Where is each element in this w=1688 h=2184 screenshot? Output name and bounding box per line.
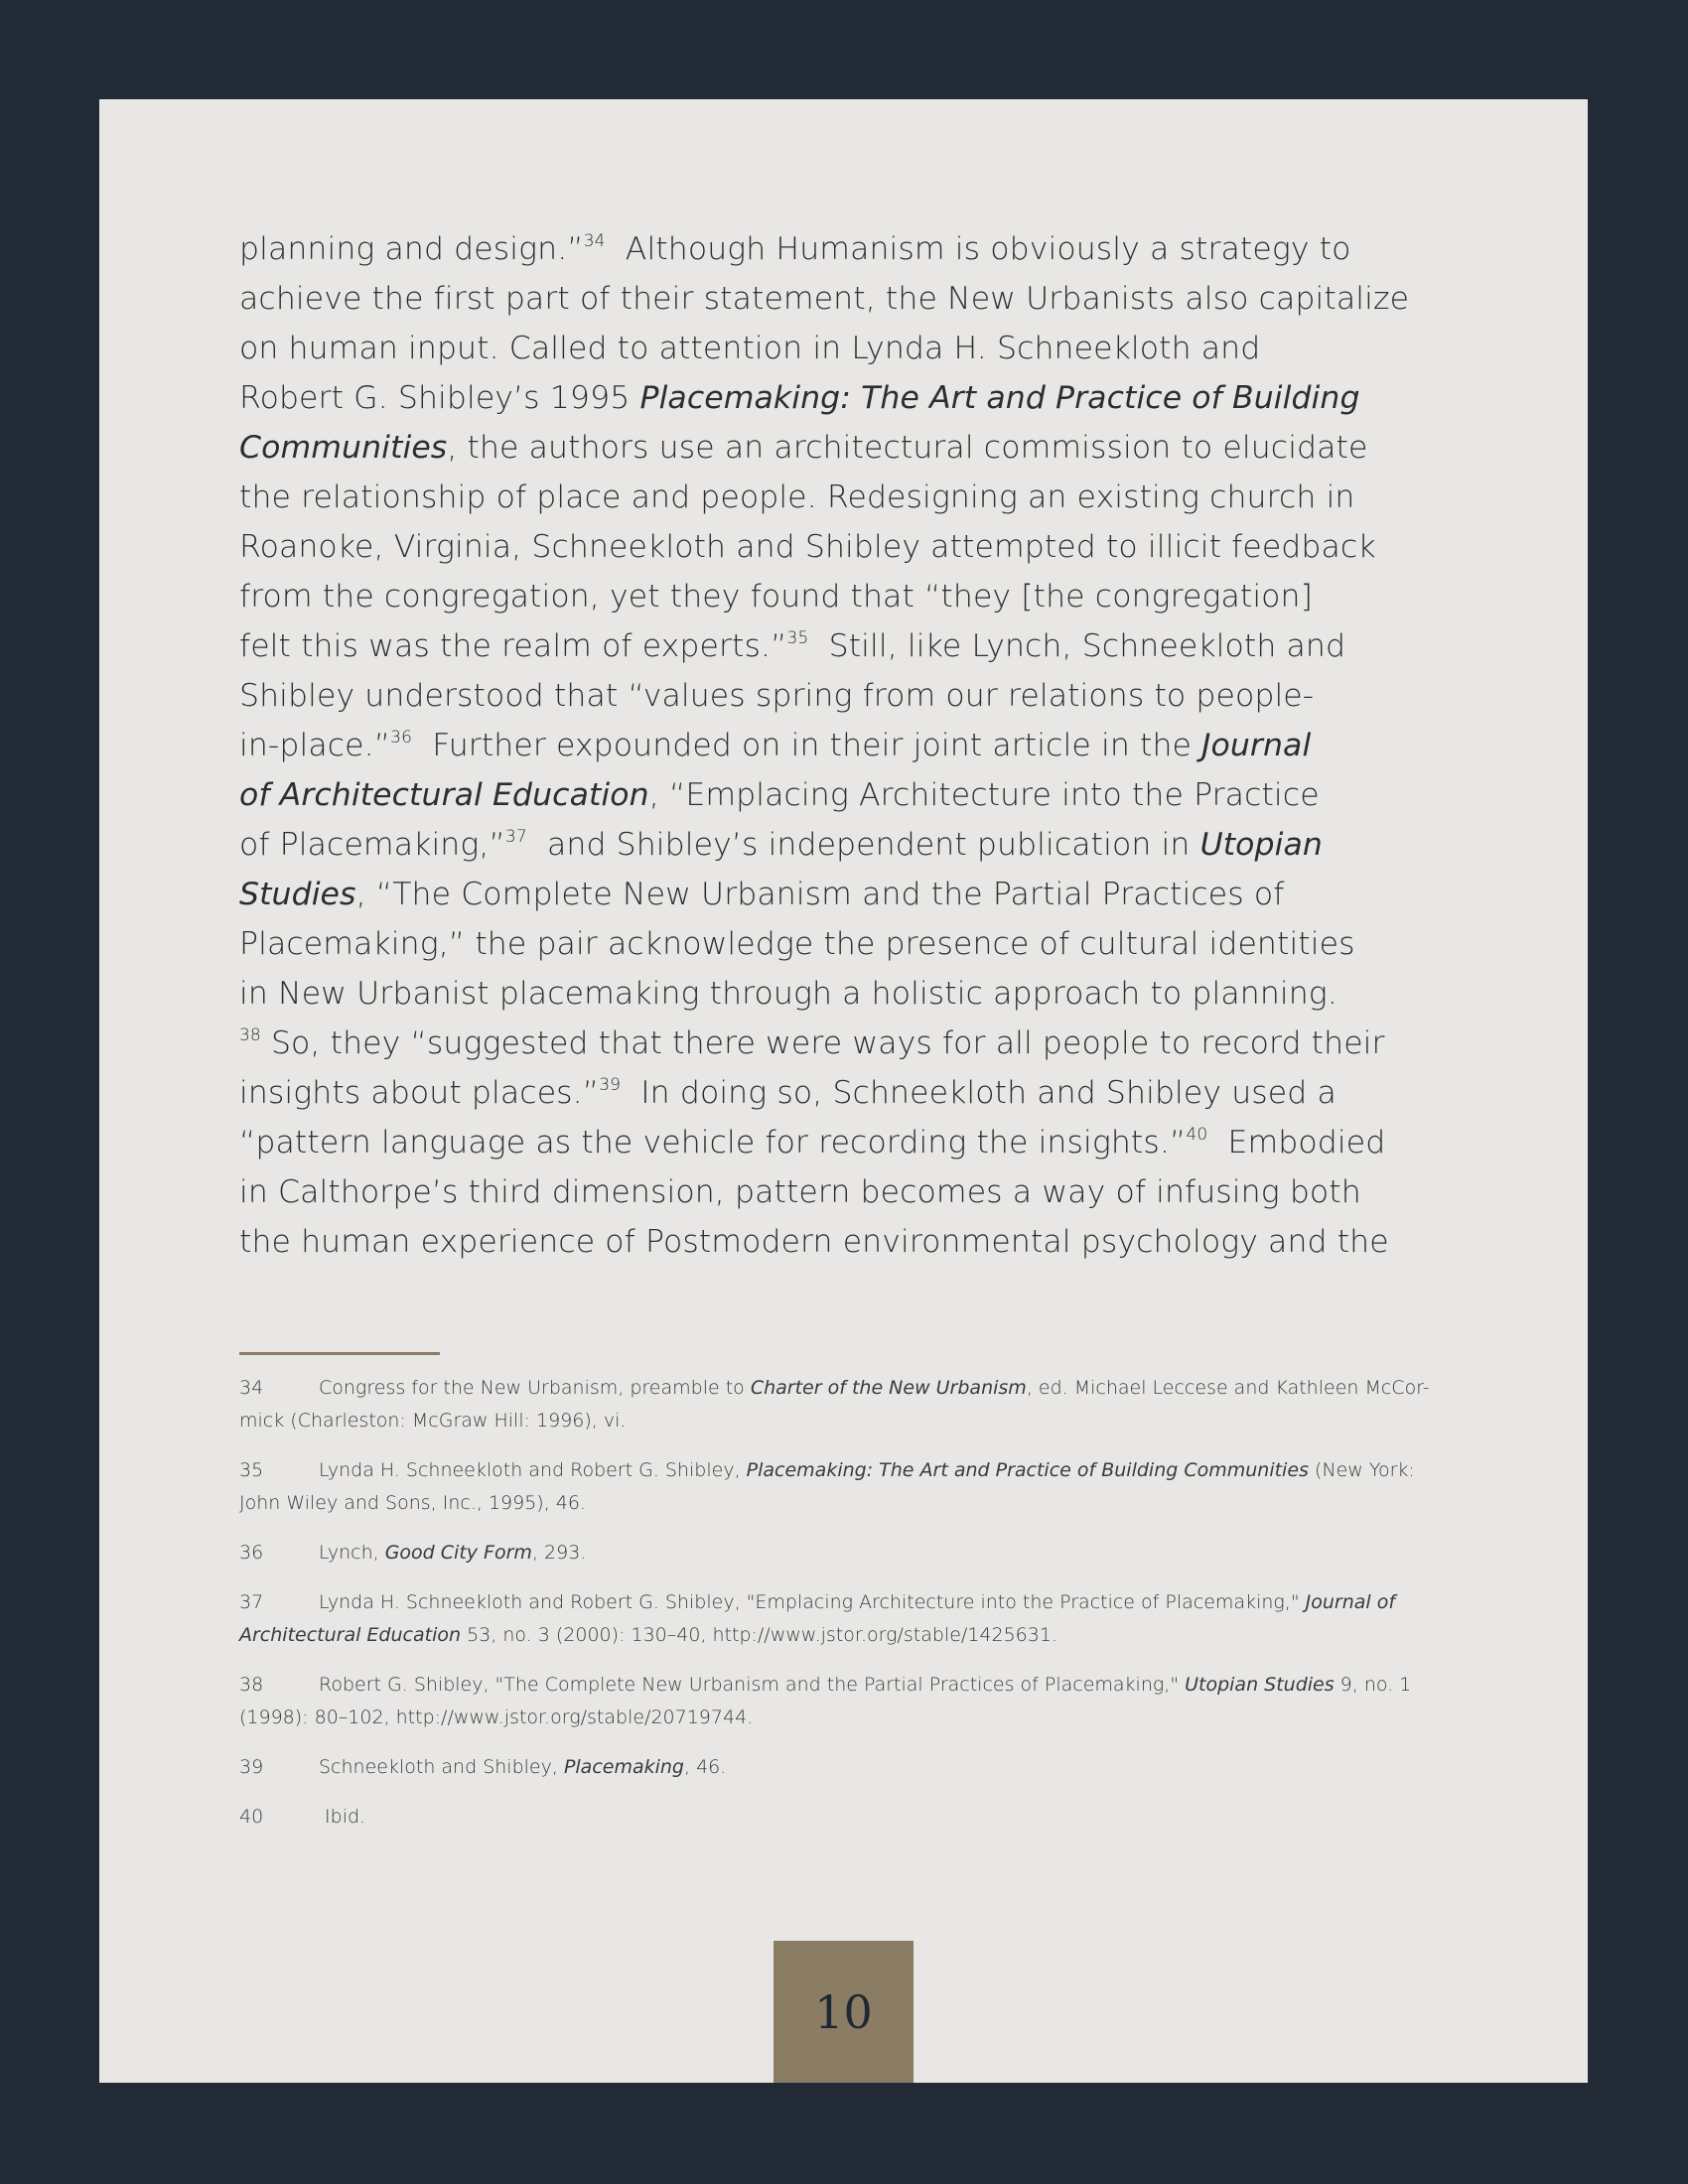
- footnote-number: 40: [239, 1806, 264, 1828]
- italic-title: Good City Form: [384, 1542, 532, 1564]
- body-line: achieve the first part of their statement, the New Urbanists also capitalize: [239, 281, 1410, 317]
- footnote-ref: 40: [1186, 1125, 1208, 1145]
- body-line: in New Urbanist placemaking through a holistic approach to planning.: [239, 976, 1337, 1012]
- footnote-number: 35: [239, 1459, 264, 1481]
- italic-title: Journal: [1201, 728, 1312, 763]
- body-line: felt this was the realm of experts.”$^{35}$ Still, like Lynch, Schneekloth and: [239, 628, 1346, 664]
- footnote-number: 34: [239, 1377, 264, 1399]
- body-line: Placemaking,” the pair acknowledge the presence of cultural identities: [239, 926, 1355, 962]
- footnote-text: mick (Charleston: McGraw Hill: 1996), vi.: [239, 1410, 627, 1432]
- document-page: [99, 99, 1588, 2083]
- body-line: $^{38}$ So, they “suggested that there were ways for all people to record their: [239, 1025, 1385, 1061]
- body-line: planning and design.”$^{34}$ Although Humanism is obviously a strategy to: [239, 231, 1351, 267]
- italic-title: Utopian Studies: [1185, 1674, 1335, 1696]
- footnote-ref: 37: [504, 827, 527, 847]
- italic-title: Architectural Education: [239, 1624, 462, 1646]
- footnote-ref: 34: [583, 231, 606, 251]
- body-line: from the congregation, yet they found that “they [the congregation]: [239, 579, 1314, 614]
- body-line: Robert G. Shibley’s 1995 Placemaking: The Art and Practice of Building: [239, 380, 1360, 416]
- page-number: 10: [774, 1941, 914, 2083]
- italic-title: Placemaking: The Art and Practice of Building Communities: [746, 1459, 1309, 1481]
- footnote: [239, 1537, 1471, 1570]
- footnote: [239, 1586, 1471, 1652]
- body-line: Communities, the authors use an architectural commission to elucidate: [239, 430, 1368, 466]
- italic-title: Utopian: [1199, 827, 1323, 863]
- italic-title: Placemaking: The Art and Practice of Building: [639, 380, 1360, 416]
- footnote: [239, 1669, 1471, 1734]
- footnote: [239, 1454, 1471, 1520]
- footnote: [239, 1372, 1471, 1437]
- footnote-number: 39: [239, 1756, 264, 1778]
- body-line: the human experience of Postmodern environmental psychology and the: [239, 1224, 1389, 1260]
- footnote-ref: 39: [599, 1075, 622, 1095]
- body-text: [239, 224, 1471, 1267]
- footnote-text: Schneekloth and Shibley, Placemaking, 46.: [319, 1756, 727, 1778]
- body-line: Shibley understood that “values spring from our relations to people-: [239, 678, 1315, 714]
- footnote-text: (1998): 80–102, http://www.jstor.org/stable/20719744.: [239, 1706, 754, 1728]
- body-line: in Calthorpe’s third dimension, pattern becomes a way of infusing both: [239, 1174, 1361, 1210]
- italic-title: Placemaking: [563, 1756, 684, 1778]
- body-line: Roanoke, Virginia, Schneekloth and Shibley attempted to illicit feedback: [239, 529, 1376, 565]
- italic-title: of Architectural Education: [239, 777, 649, 813]
- body-line: “pattern language as the vehicle for recording the insights.”$^{40}$ Embodied: [239, 1125, 1386, 1160]
- footnote-number: 38: [239, 1674, 264, 1696]
- footnote-text: Robert G. Shibley, "The Complete New Urbanism and the Partial Practices of Placemaking," Utopian Studies 9, no. 1: [319, 1674, 1412, 1696]
- footnote-text: Ibid.: [319, 1806, 366, 1828]
- italic-title: Charter of the New Urbanism: [750, 1377, 1027, 1399]
- footnote-text: John Wiley and Sons, Inc., 1995), 46.: [239, 1492, 587, 1514]
- italic-title: Journal of: [1305, 1591, 1396, 1613]
- footnote-ref: 35: [786, 628, 809, 648]
- body-line: insights about places.”$^{39}$ In doing so, Schneekloth and Shibley used a: [239, 1075, 1336, 1111]
- body-line: in-place.”$^{36}$ Further expounded on in their joint article in the Journal: [239, 728, 1312, 763]
- body-line: of Architectural Education, “Emplacing Architecture into the Practice: [239, 777, 1320, 813]
- footnote-ref: 36: [390, 728, 413, 748]
- body-line: the relationship of place and people. Redesigning an existing church in: [239, 479, 1355, 515]
- italic-title: Communities: [239, 430, 448, 466]
- body-line: on human input. Called to attention in Lynda H. Schneekloth and: [239, 331, 1261, 366]
- footnotes: [239, 1372, 1471, 1850]
- footnote-ref: 38: [239, 1025, 261, 1045]
- footnote-number: 36: [239, 1542, 264, 1564]
- footnote-rule: [239, 1352, 440, 1355]
- italic-title: Studies: [239, 877, 356, 912]
- footnote-text: Congress for the New Urbanism, preamble to Charter of the New Urbanism, ed. Michael Leccese and Kathleen McCor-: [319, 1377, 1430, 1399]
- footnote-number: 37: [239, 1591, 264, 1613]
- body-line: of Placemaking,”$^{37}$ and Shibley’s independent publication in Utopian: [239, 827, 1323, 863]
- footnote-text: Architectural Education 53, no. 3 (2000): 130–40, http://www.jstor.org/stable/1425631.: [239, 1624, 1057, 1646]
- footnote-text: Lynda H. Schneekloth and Robert G. Shibley, Placemaking: The Art and Practice of Building Communities (New York:: [319, 1459, 1415, 1481]
- footnote-text: Lynda H. Schneekloth and Robert G. Shibley, "Emplacing Architecture into the Practice of Placemaking," Journal of: [319, 1591, 1396, 1613]
- body-line: Studies, “The Complete New Urbanism and the Partial Practices of: [239, 877, 1285, 912]
- footnote: [239, 1751, 1471, 1784]
- footnote: [239, 1801, 1471, 1834]
- footnote-text: Lynch, Good City Form, 293.: [319, 1542, 587, 1564]
